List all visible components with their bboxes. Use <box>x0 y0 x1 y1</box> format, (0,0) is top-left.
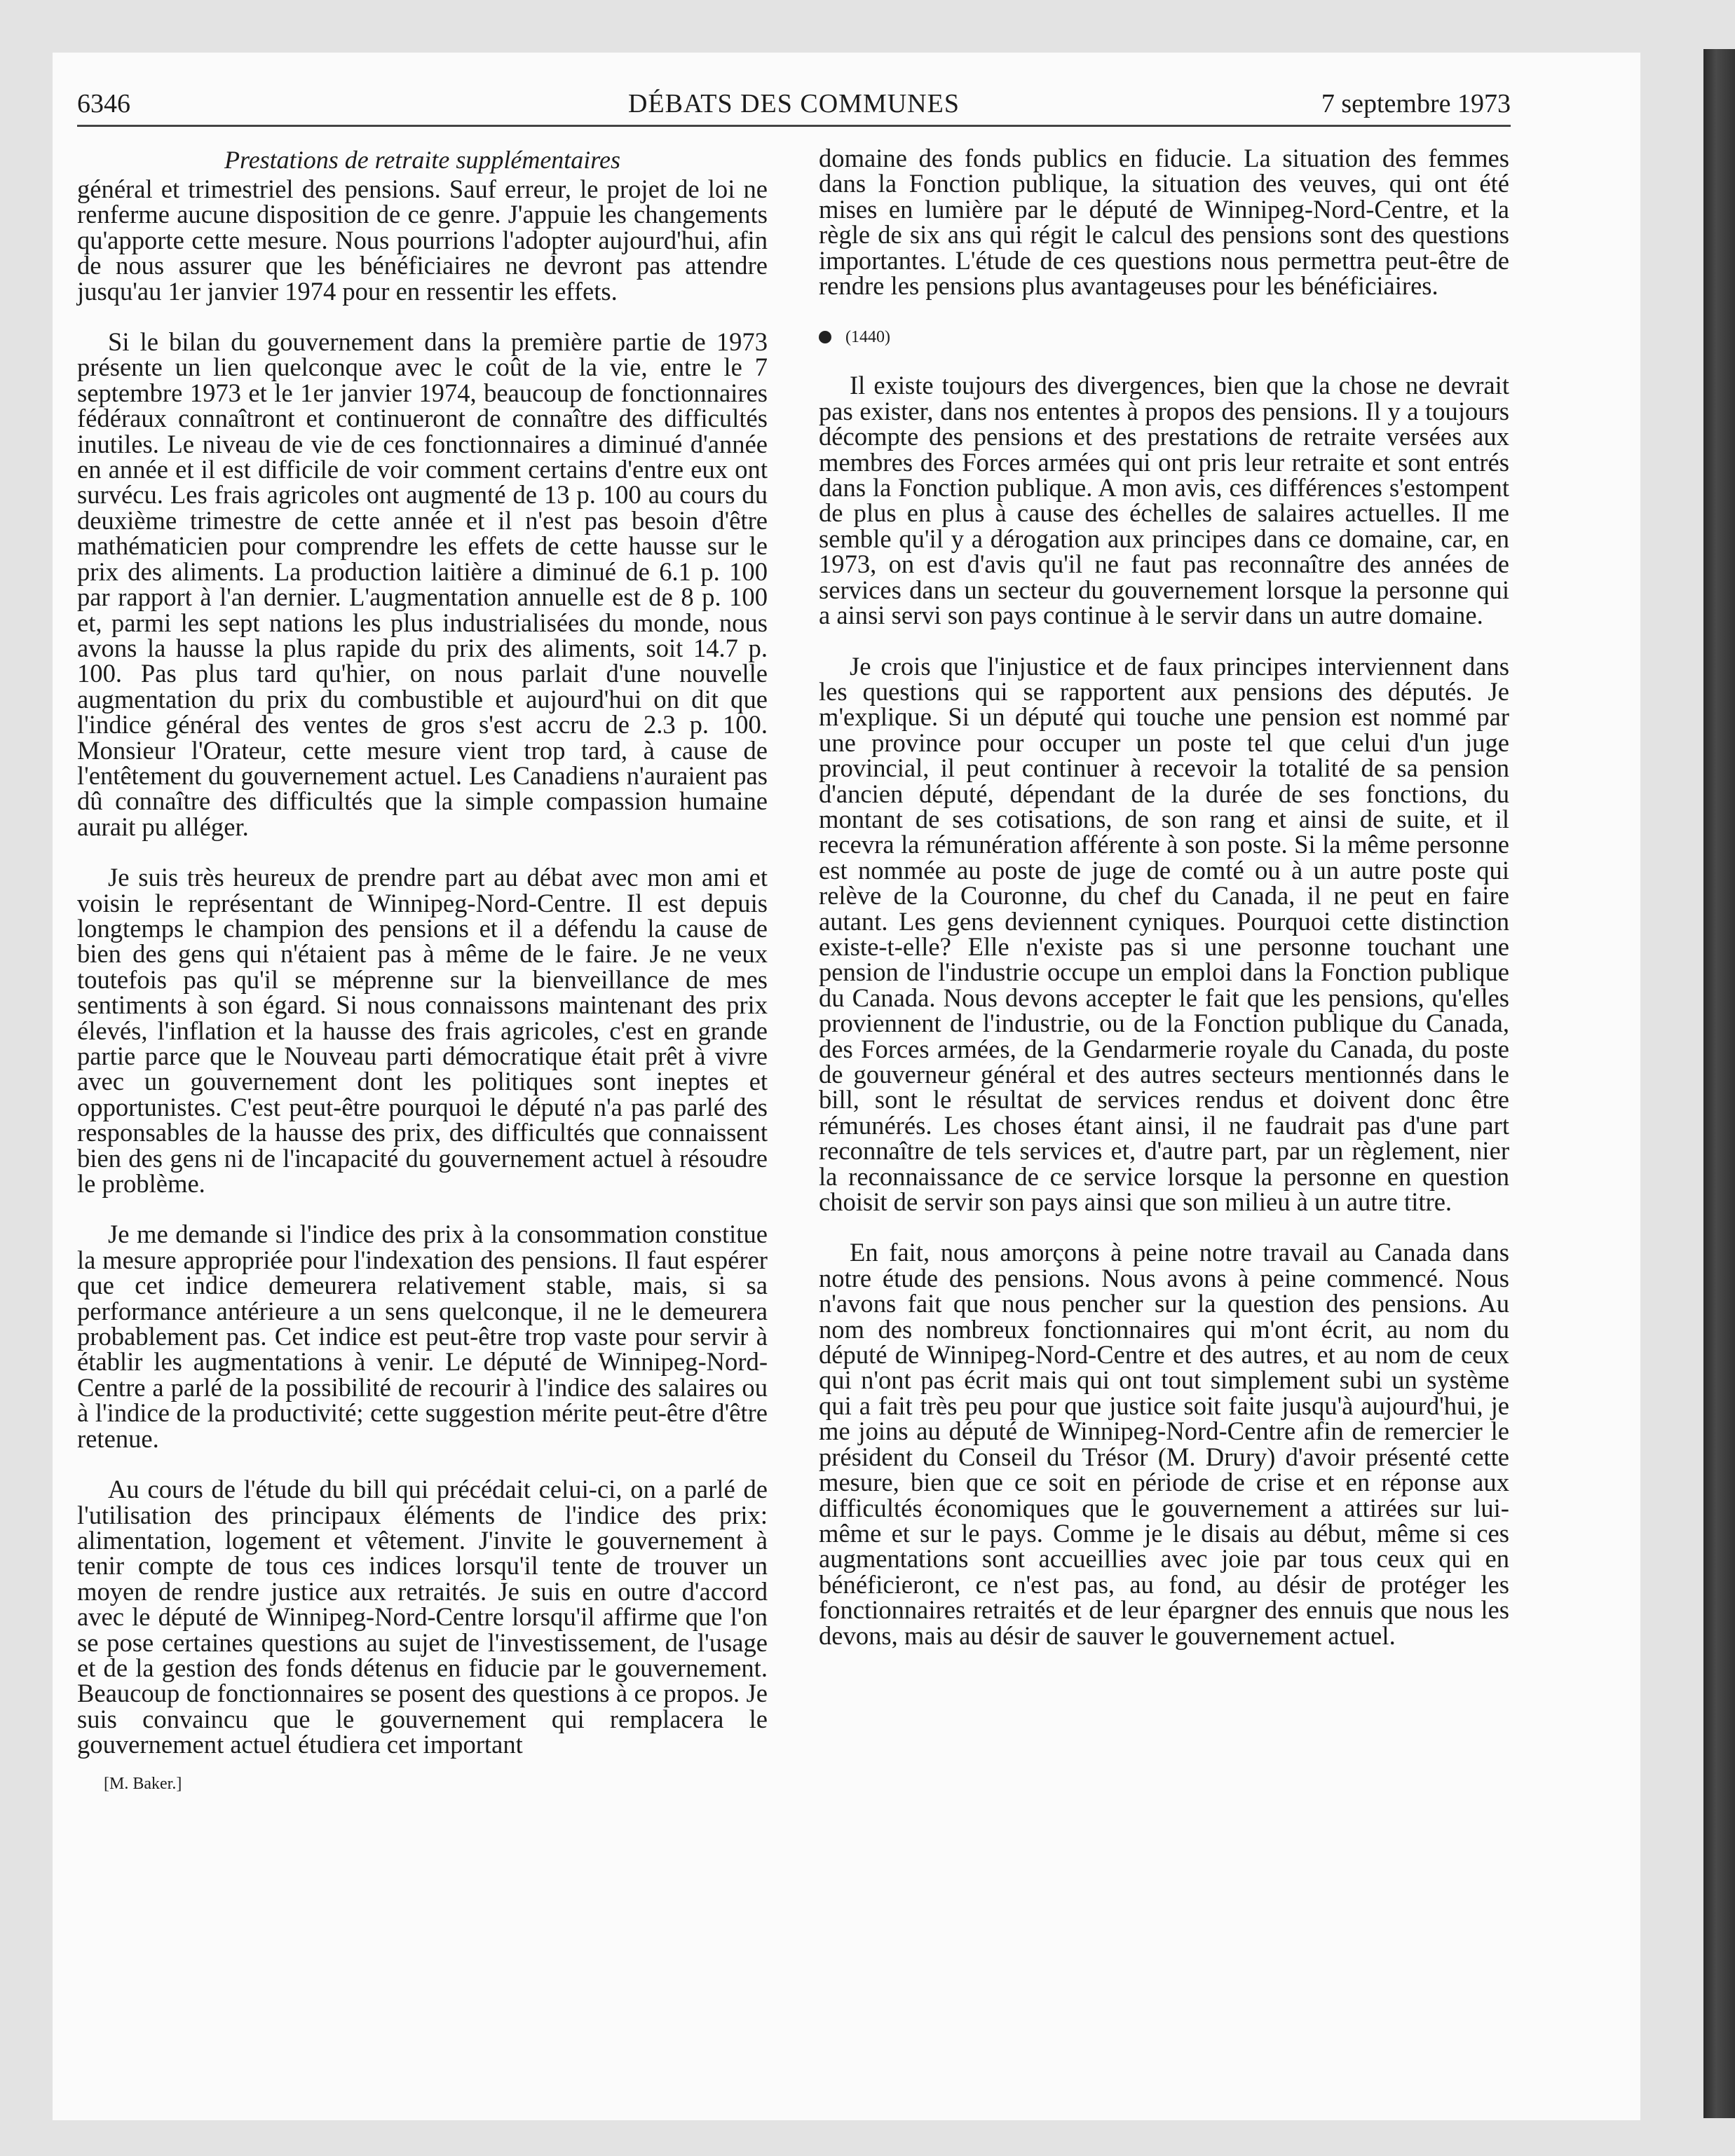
left-column <box>77 146 768 1794</box>
subject-heading: Prestations de retraite supplémentaires <box>224 146 620 174</box>
right-column <box>819 146 1509 1649</box>
paragraph: général et trimestriel des pensions. Sauf erreur, le projet de loi ne renferme aucune disposition de ce genre. J'appuie les changements qu'apporte cette mesure. Nous pourrions l'adopter aujourd'hui, afin de nous assurer que les bénéficiaires ne devront pas attendre jusqu'au 1er janvier 1974 pour en ressentir les effets. <box>77 175 768 306</box>
publication-title: DÉBATS DES COMMUNES <box>628 89 960 118</box>
paragraph: Il existe toujours des divergences, bien que la chose ne devrait pas exister, dans nos ententes à propos des pensions. Il y a toujours décompte des pensions et des prestations de retraite versées aux membres des Forces armées qui ont pris leur retraite et sont entrés dans la Fonction publique. A mon avis, ces différences s'estompent de plus en plus à cause des échelles de salaires actuelles. Il me semble qu'il y a dérogation aux principes dans ce domaine, car, en 1973, on est d'avis qu'il ne faut pas reconnaître des années de services dans un secteur du gouvernement lorsque la personne qui a ainsi servi son pays continue à le servir dans un autre domaine. <box>819 371 1509 630</box>
paragraph: Je suis très heureux de prendre part au débat avec mon ami et voisin le représentant de Winnipeg-Nord-Centre. Il est depuis longtemps le champion des pensions et il a défendu la cause de bien des gens qui n'étaient pas à même de le faire. Je ne veux toutefois pas qu'il se méprenne sur la bienveillance de mes sentiments à son égard. Si nous connaissons maintenant des prix élevés, l'inflation et la hausse des frais agricoles, c'est en grande partie parce que le Nouveau parti démocratique était prêt à vivre avec un gouvernement dont les politiques sont ineptes et opportunistes. C'est peut-être pourquoi le député n'a pas parlé des responsables de la hausse des prix, des difficultés que connaissent bien des gens ni de l'incapacité du gouvernement actuel à résoudre le problème. <box>77 863 768 1199</box>
bullet-icon <box>819 331 831 343</box>
session-date: 7 septembre 1973 <box>1321 89 1511 118</box>
paragraph: Je me demande si l'indice des prix à la consommation constitue la mesure appropriée pour l'indexation des pensions. Il faut espérer que cet indice demeurera relativement stable, mais, si sa performance antérieure a un sens quelconque, il ne le demeurera probablement pas. Cet indice est peut-être trop vaste pour servir à établir les augmentations à venir. Le député de Winnipeg-Nord-Centre a parlé de la possibilité de recourir à l'indice des salaires ou à l'indice de la productivité; cette suggestion mérite peut-être d'être retenue. <box>77 1220 768 1453</box>
paragraph: Je crois que l'injustice et de faux principes interviennent dans les questions qui se rapportent aux pensions des députés. Je m'explique. Si un député qui touche une pension est nommé par une province pour occuper un poste tel que celui d'un juge provincial, il peut continuer à recevoir la totalité de sa pension d'ancien député, dépendant de la durée de ses fonctions, du montant de ses cotisations, de son rang et ainsi de suite, et il recevra la rémunération afférente à son poste. Si la même personne est nommée au poste de juge de comté ou à un autre poste qui relève de la Couronne, du chef du Canada, il ne peut en faire autant. Les gens deviennent cyniques. Pourquoi cette distinction existe-t-elle? Elle n'existe pas si une personne touchant une pension de l'industrie occupe un emploi dans la Fonction publique du Canada. Nous devons accepter le fait que les pensions, qu'elles proviennent de l'industrie, ou de la Fonction publique du Canada, des Forces armées, de la Gendarmerie royale du Canada, du poste de gouverneur général et des autres secteurs mentionnés dans le bill, sont le résultat de services rendus et doivent donc être rémunérés. Les choses étant ainsi, il ne faudrait pas d'une part reconnaître de tels services et, d'autre part, par un règlement, nier la reconnaissance de ce service lorsque la personne en question choisit de servir son pays ainsi que son milieu à un autre titre. <box>819 651 1509 1217</box>
paragraph: Si le bilan du gouvernement dans la première partie de 1973 présente un lien quelconque avec le coût de la vie, entre le 7 septembre 1973 et le 1er janvier 1974, beaucoup de fonctionnaires fédéraux connaîtront et continueront de connaître des difficultés inutiles. Le niveau de vie de ces fonctionnaires a diminué d'année en année et il est difficile de voir comment certains d'entre eux ont survécu. Les frais agricoles ont augmenté de 13 p. 100 au cours du deuxième trimestre de cette année et il n'est pas besoin d'être mathématicien pour comprendre les effets de cette hausse sur le prix des aliments. La production laitière a diminué de 6.1 p. 100 par rapport à l'an dernier. L'augmentation annuelle est de 8 p. 100 et, parmi les sept nations les plus industrialisées du monde, nous avons la hausse la plus rapide du prix des aliments, soit 14.7 p. 100. Pas plus tard qu'hier, on nous parlait d'une nouvelle augmentation du prix du combustible et aujourd'hui on dit que l'indice général des ventes de gros s'est accru de 2.3 p. 100. Monsieur l'Orateur, cette mesure vient trop tard, à cause de l'entêtement du gouvernement actuel. Les Canadiens n'auraient pas dû connaître des difficultés que la simple compassion humaine aurait pu alléger. <box>77 327 768 841</box>
paragraph: domaine des fonds publics en fiducie. La situation des femmes dans la Fonction publique, la situation des veuves, qui ont été mises en lumière par le député de Winnipeg-Nord-Centre, et la règle de six ans qui régit le calcul des pensions sont des questions importantes. L'étude de ces questions nous permettra peut-être de rendre les pensions plus avantageuses pour les bénéficiaires. <box>819 144 1509 301</box>
timestamp-text: (1440) <box>845 328 890 347</box>
page-number: 6346 <box>77 89 130 118</box>
scan-edge <box>1703 49 1735 2118</box>
timestamp-marker <box>819 327 1509 348</box>
paragraph: En fait, nous amorçons à peine notre travail au Canada dans notre étude des pensions. Nous avons à peine commencé. Nous n'avons fait que nous pencher sur la question des pensions. Au nom des nombreux fonctionnaires qui m'ont écrit, au nom du député de Winnipeg-Nord-Centre et des autres, et au nom de ceux qui n'ont pas écrit mais qui ont tout simplement subi un système qui a fait très peu pour que justice soit faite jusqu'à aujourd'hui, je me joins au député de Winnipeg-Nord-Centre afin de remercier le président du Conseil du Trésor (M. Drury) d'avoir présenté cette mesure, bien que ce soit en période de crise et en réponse aux difficultés économiques que le gouvernement a attirées sur lui-même et sur le pays. Comme je le disais au début, même si ces augmentations sont accueillies avec joie par tous ceux qui en bénéficieront, ce n'est pas, au fond, au désir de protéger les fonctionnaires retraités et de leur épargner des ennuis que nous les devons, mais au désir de sauver le gouvernement actuel. <box>819 1238 1509 1650</box>
paragraph: Au cours de l'étude du bill qui précédait celui-ci, on a parlé de l'utilisation des principaux éléments de l'indice des prix: alimentation, logement et vêtement. J'invite le gouvernement à tenir compte de tous ces indices lorsqu'il tente de trouver un moyen de rendre justice aux retraités. Je suis en outre d'accord avec le député de Winnipeg-Nord-Centre lorsqu'il affirme que l'on se pose certaines questions au sujet de l'investissement, de l'usage et de la gestion des fonds détenus en fiducie par le gouvernement. Beaucoup de fonctionnaires se posent des questions à ce propos. Je suis convaincu que le gouvernement qui remplacera le gouvernement actuel étudiera cet important <box>77 1475 768 1759</box>
speaker-attribution: [M. Baker.] <box>104 1774 182 1793</box>
page-header <box>77 84 1511 127</box>
